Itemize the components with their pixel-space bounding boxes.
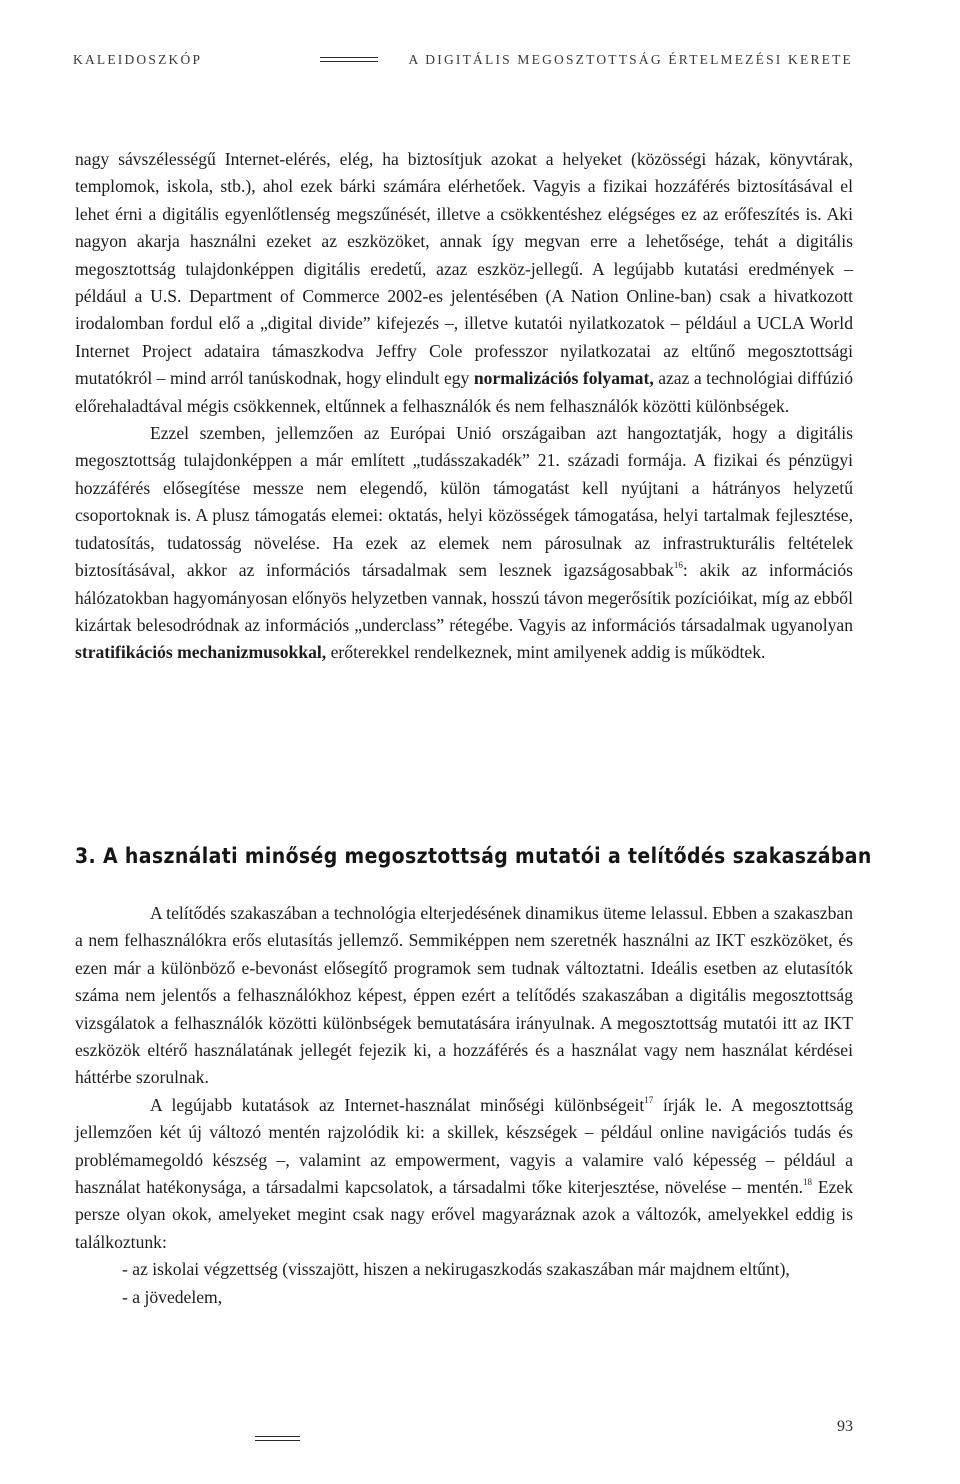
- header-article-title: A DIGITÁLIS MEGOSZTOTTSÁG ÉRTELMEZÉSI KERETE: [408, 52, 853, 67]
- header-double-rule: [320, 57, 378, 62]
- footnote-ref-18: 18: [803, 1177, 813, 1188]
- footnote-ref-17: 17: [644, 1094, 654, 1105]
- paragraph-2: Ezzel szemben, jellemzően az Európai Unió országaiban azt hangoztatják, hogy a digitális megosztottság tulajdonképpen a már említett „tudásszakadék” 21. századi formája. A fizikai és pénzügyi hozzáférés elősegítése messze nem elegendő, külön támogatást kell nyújtani a hátrányos helyzetű csoportoknak is. A plusz támogatás elemei: oktatás, helyi közösségek támogatása, helyi tartalmak fejlesztése, tudatosítás, tudatosság növelése. Ha ezek az elemek nem párosulnak az infrastrukturális feltételek biztosításával, akkor az információs társadalmak sem lesznek igazságosabbak$^{16}$: akik az információs hálózatokban hagyományosan előnyös helyzetben vannak, hosszú távon megerősítik pozícióikat, míg az ebből kizártak belesodródnak az információs „underclass” rétegébe. Vagyis az információs társadalmak ugyanolyan stratifikációs mechanizmusokkal, erőterekkel rendelkeznek, mint amilyenek addig is működtek.: [75, 423, 853, 663]
- paragraph-4: A legújabb kutatások az Internet-használat minőségi különbségeit$^{17}$ írják le. A megosztottság jellemzően két új változó mentén rajzolódik ki: a skillek, készségek – például online navigációs tudás és problémamegoldó készség –, valamint az empowerment, vagyis a valamire való képesség – például a használat hatékonysága, a társadalmi kapcsolatok, a társadalmi tőke kiterjesztése, növelése – mentén.$^{18}$ Ezek persze olyan okok, amelyeket megint csak nagy erővel magyaráznak azok a változók, amelyekkel eddig is találkoztunk:: [75, 1094, 853, 1252]
- footnote-ref-16: 16: [673, 560, 683, 571]
- paragraph-3: A telítődés szakaszában a technológia elterjedésének dinamikus üteme lelassul. Ebben a szakaszban a nem felhasználókra erős elutasítás jellemző. Semmiképpen nem szeretnék használni az IKT eszközöket, és ezen már a különböző e-bevonást elősegítő programok sem tudnak változtatni. Ideális esetben az elutasítók száma nem jelentős a felhasználókhoz képest, éppen ezért a telítődés szakaszában a digitális megosztottság vizsgálatok a felhasználók közötti különbségek bemutatására irányulnak. A megosztottság mutatói itt az IKT eszközök eltérő használatának jellegét fejezik ki, a hozzáférés és a használat vagy nem használat kérdései háttérbe szorulnak.: [75, 903, 853, 1088]
- list-item: - a jövedelem,: [122, 1286, 223, 1307]
- list-item: - az iskolai végzettség (visszajött, hiszen a nekirugaszkodás szakaszában már majdnem eltűnt),: [122, 1259, 790, 1280]
- body-text-lower: [75, 900, 853, 1311]
- section-heading: 3. A használati minőség megosztottság mutatói a telítődés szakaszában: [75, 844, 872, 868]
- page-number: 93: [837, 1418, 853, 1435]
- footer-double-rule: [255, 1436, 300, 1441]
- header-journal-title: KALEIDOSZKÓP: [73, 52, 203, 67]
- running-header: [73, 52, 853, 72]
- body-text-upper: [75, 146, 853, 667]
- bold-stratification-phrase: stratifikációs mechanizmusokkal,: [75, 642, 327, 663]
- paragraph-1: nagy sávszélességű Internet-elérés, elég, ha biztosítjuk azokat a helyeket (közösségi házak, könyvtárak, templomok, iskola, stb.), ahol ezek bárki számára elérhetőek. Vagyis a fizikai hozzáférés biztosításával el lehet érni a digitális egyenlőtlenség megszűnését, illetve a csökkentéshez elégséges ez az erőfeszítés is. Aki nagyon akarja használni ezeket az eszközöket, annak így megvan erre a lehetősége, tehát a digitális megosztottság tulajdonképpen digitális eredetű, azaz eszköz-jellegű. A legújabb kutatási eredmények – például a U.S. Department of Commerce 2002-es jelentésében (A Nation Online-ban) csak a hivatkozott irodalomban fordul elő a „digital divide” kifejezés –, illetve kutatói nyilatkozatok – például a UCLA World Internet Project adataira támaszkodva Jeffry Cole professzor nyilatkozatai az eltűnő megosztottsági mutatókról – mind arról tanúskodnak, hogy elindult egy normalizációs folyamat, azaz a technológiai diffúzió előrehaladtával mégis csökkennek, eltűnnek a felhasználók és nem felhasználók közötti különbségek.: [75, 149, 853, 416]
- bold-normalization-phrase: normalizációs folyamat,: [473, 368, 654, 389]
